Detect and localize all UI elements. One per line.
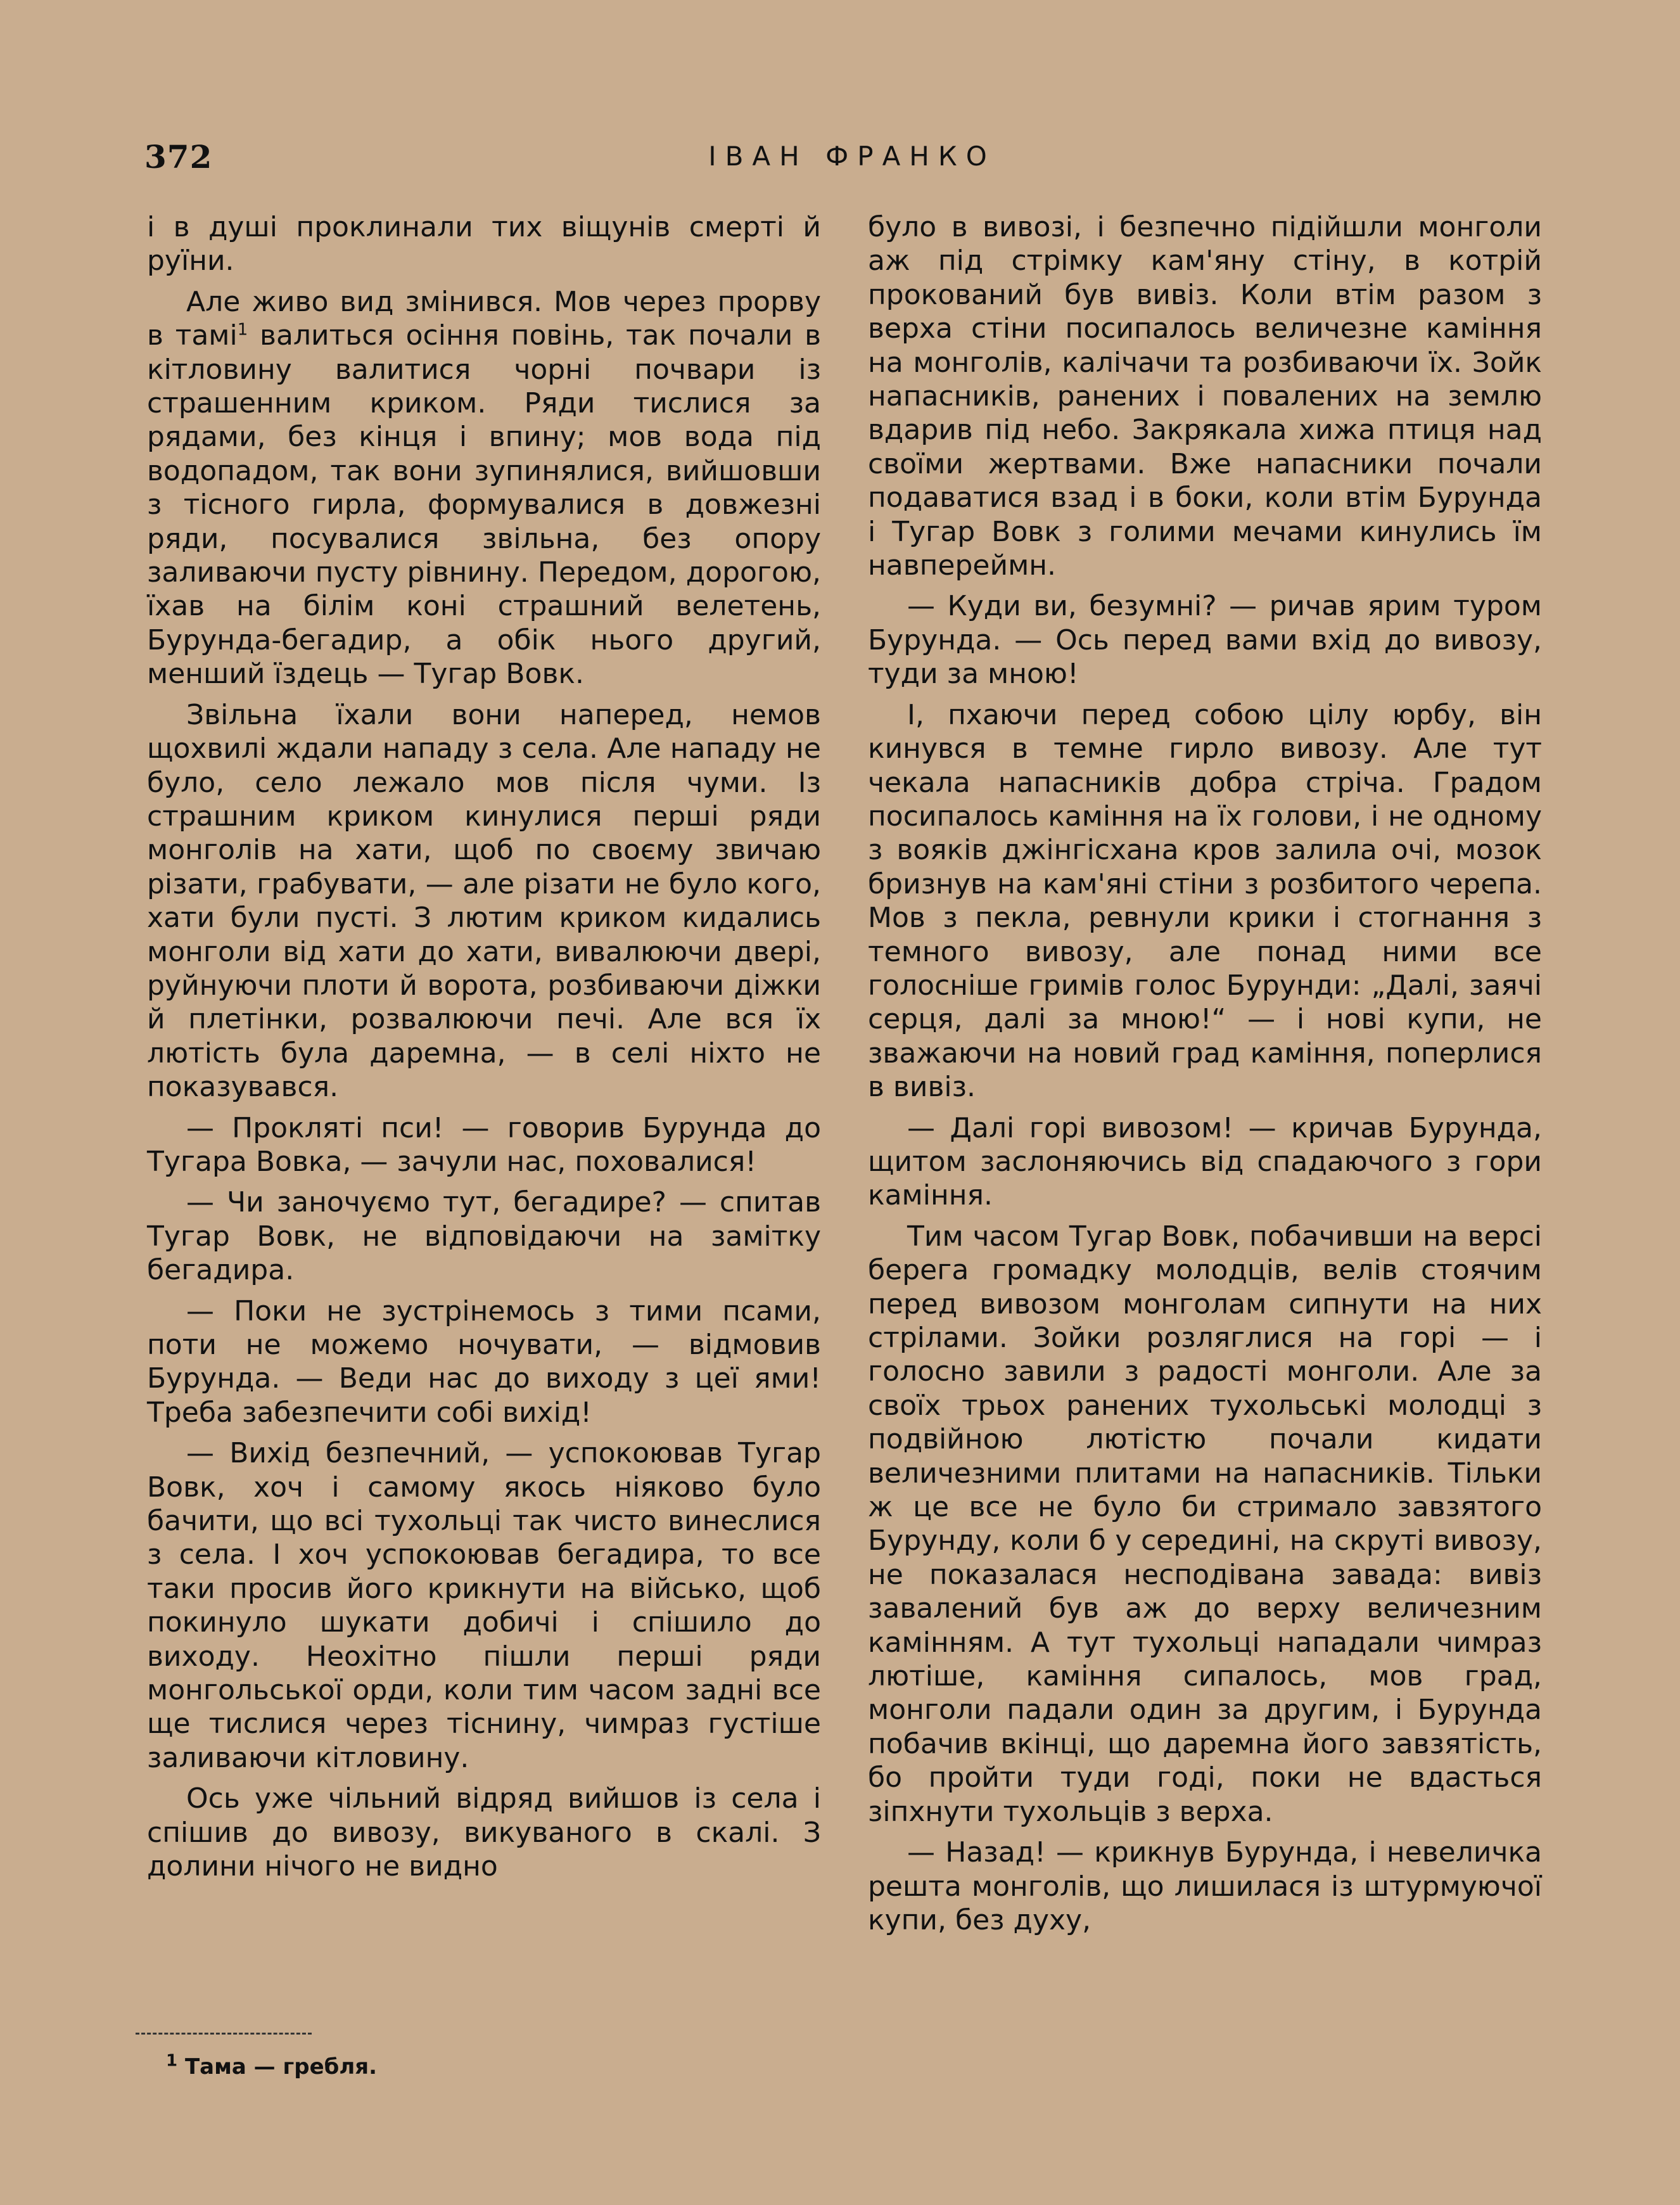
paragraph: Звільна їхали вони наперед, немов щохвилі ждали нападу з села. Але нападу не було, село лежало мов після чуми. Із страшним криком кинулися перші ряди монголів на хати, щоб по своєму звичаю різати, грабувати, — але різати не було кого, хати були пусті. З лютим криком кидались монголи від хати до хати, вивалюючи двері, руйнуючи плоти й ворота, розбиваючи діжки й плетінки, розвалюючи печі. Але вся їх лютість була даремна, — в селі ніхто не показувався. <box>147 698 821 1104</box>
paragraph <box>147 285 821 691</box>
paragraph: — Куди ви, безумні? — ричав ярим туром Бурунда. — Ось перед вами вхід до вивозу, туди за мною! <box>868 590 1542 691</box>
page-number: 372 <box>144 138 213 176</box>
paragraph-text: валиться осіння повінь, так почали в кітловину валитися чорні почвари із страшенним криком. Ряди тислися за рядами, без кінця і впину; мов вода під водопадом, так вони зупинялися, вийшовши з тісного гирла, формувалися в довжезні ряди, посувалися звільна, без опору заливаючи пусту рівнину. Передом, дорогою, їхав на білім коні страшний велетень, Бурунда-бегадир, а обік нього другий, менший їздець — Тугар Вовк. <box>147 319 822 691</box>
footnote-reference: 1 <box>237 320 248 340</box>
footnote-text: Тама — гребля. <box>184 2054 378 2080</box>
footnote-marker: 1 <box>166 2051 178 2071</box>
paragraph: — Далі горі вивозом! — кричав Бурунда, щитом заслоняючись від спадаючого з гори каміння. <box>868 1111 1542 1212</box>
paragraph: і в душі проклинали тих віщунів смерті й руїни. <box>147 211 821 278</box>
paragraph: — Чи заночуємо тут, бегадире? — спитав Тугар Вовк, не відповідаючи на замітку бегадира. <box>147 1186 821 1287</box>
paragraph: — Прокляті пси! — говорив Бурунда до Тугара Вовка, — зачули нас, поховалися! <box>147 1111 821 1178</box>
paragraph: Ось уже чільний відряд вийшов із села і спішив до вивозу, викуваного в скалі. З долини нічого не видно <box>147 1782 821 1883</box>
paragraph: Тим часом Тугар Вовк, побачивши на версі берега громадку молодців, велів стоячим перед вивозом монголам сипнути на них стрілами. Зойки розляглися на горі — і голосно завили з радості монголи. Але за своїх трьох ранених тухольські молодці з подвійною лютістю почали кидати величезними плитами на напасників. Тільки ж це все не було би стримало завзятого Бурунду, коли б у середині, на скруті вивозу, не показалася несподівана завада: вивіз завалений був аж до верху величезним камінням. А тут тухольці нападали чимраз лютіше, каміння сипалось, мов град, монголи падали один за другим, і Бурунда побачив вкінці, що даремна його завзятість, бо пройти туди годі, поки не вдасться зіпхнути тухольців з верха. <box>868 1220 1542 1828</box>
paragraph: — Вихід безпечний, — успокоював Тугар Вовк, хоч і самому якось ніяково було бачити, що всі тухольці так чисто винеслися з села. І хоч успокоював бегадира, то все таки просив його крикнути на військо, щоб покинуло шукати добичі і спішило до виходу. Неохітно пішли перші ряди монгольської орди, коли тим часом задні все ще тислися через тіснину, чимраз густіше заливаючи кітловину. <box>147 1437 821 1774</box>
right-column <box>868 210 1542 1944</box>
footnote-divider <box>136 2033 312 2035</box>
paragraph-text: Але живо вид змінився. Мов через прорву в тамі <box>147 285 821 352</box>
running-head-author: ІВАН ФРАНКО <box>708 141 996 172</box>
paragraph: — Поки не зустрінемось з тими псами, поти не можемо ночувати, — відмовив Бурунда. — Веди нас до виходу з цеї ями! Треба забезпечити собі вихід! <box>147 1294 821 1429</box>
paragraph: І, пхаючи перед собою цілу юрбу, він кинувся в темне гирло вивозу. Але тут чекала напасників добра стріча. Градом посипалось каміння на їх голови, і не одному з вояків джінгісхана кров залила очі, мозок бризнув на кам'яні стіни з розбитого черепа. Мов з пекла, ревнули крики і стогнання з темного вивозу, але понад ними все голосніше гримів голос Бурунди: „Далі, заячі серця, далі за мною!“ — і нові купи, не зважаючи на новий град каміння, поперлися в вивіз. <box>868 698 1542 1104</box>
footnote <box>166 2051 378 2080</box>
paragraph: було в вивозі, і безпечно підійшли монголи аж під стрімку кам'яну стіну, в котрій прокований був вивіз. Коли втім разом з верха стіни посипалось величезне каміння на монголів, калічачи та розбиваючи їх. Зойк напасників, ранених і повалених на землю вдарив під небо. Закрякала хижа птиця над своїми жертвами. Вже напасники почали подаватися взад і в боки, коли втім Бурунда і Тугар Вовк з голими мечами кинулись їм навпереймн. <box>868 211 1542 582</box>
paragraph: — Назад! — крикнув Бурунда, і невеличка решта монголів, що лишилася із штурмуючої купи, без духу, <box>868 1836 1542 1936</box>
left-column <box>147 210 821 1891</box>
